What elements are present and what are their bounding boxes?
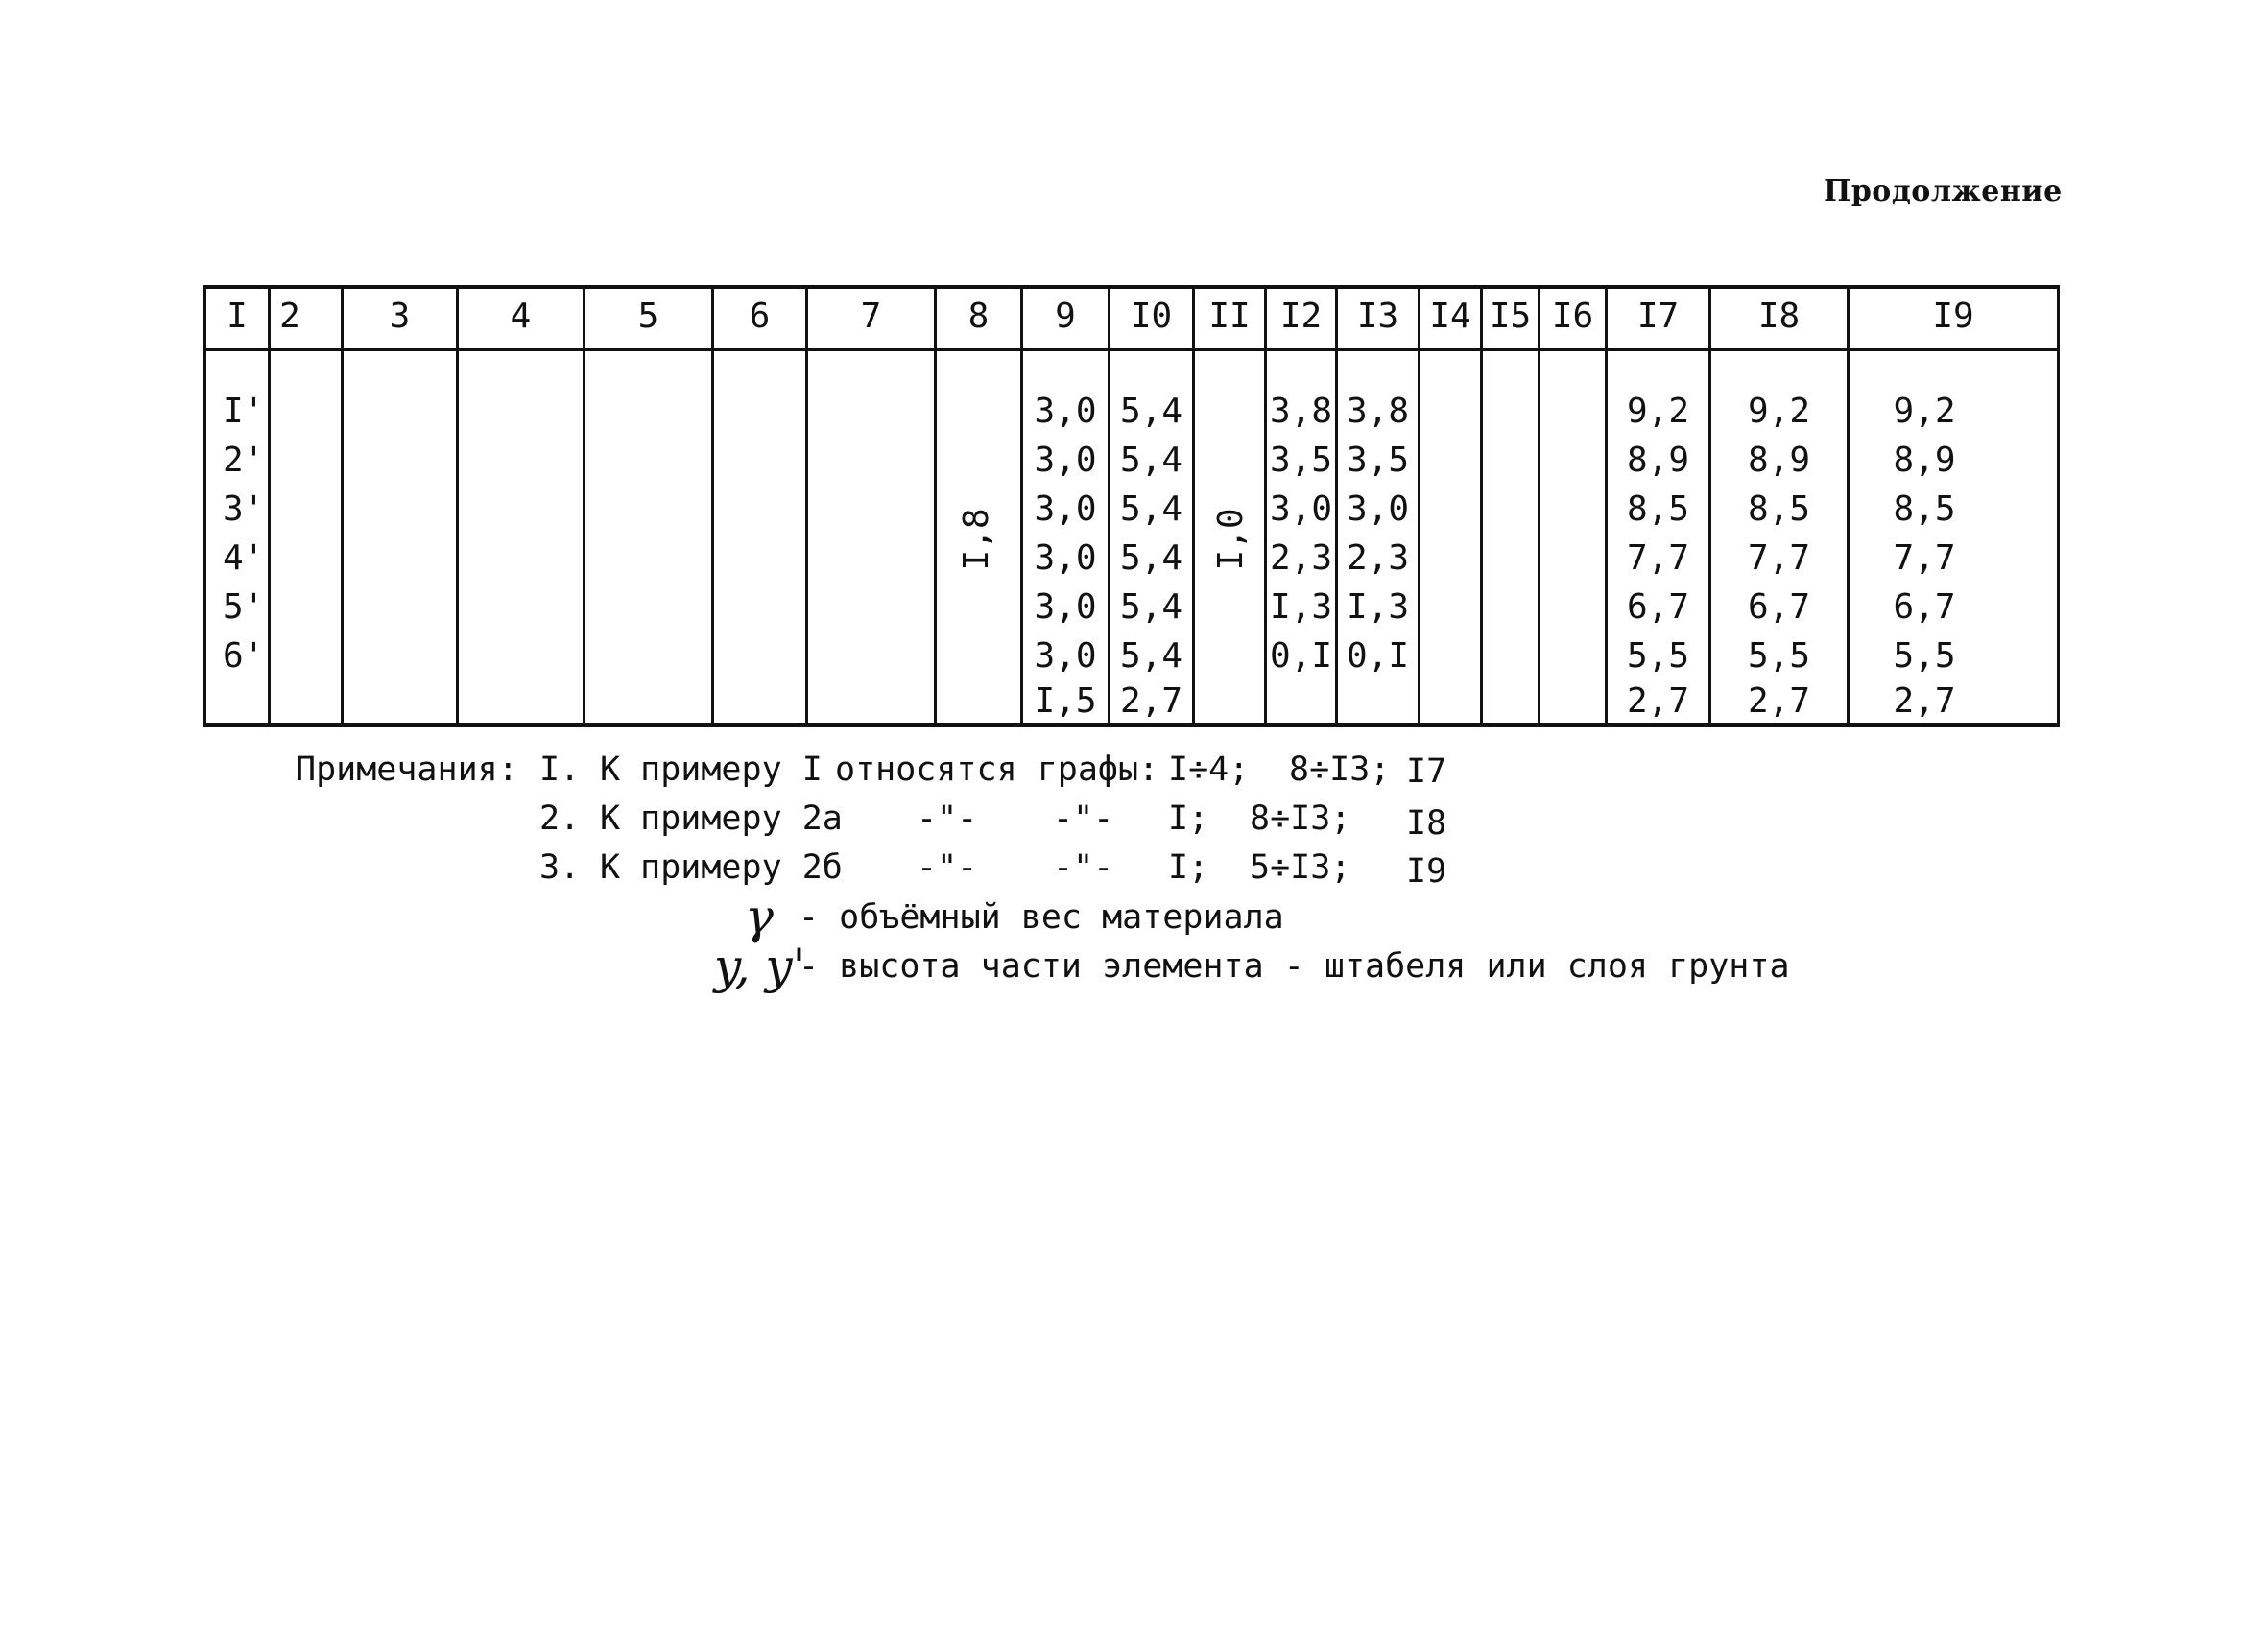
col-divider [456, 285, 459, 727]
gamma-symbol: γ [745, 889, 774, 944]
note-range: 8÷I3; [1289, 751, 1391, 789]
notes-title: Примечания: [296, 751, 518, 789]
row-label: I' [223, 392, 265, 431]
note-column: I7 [1406, 752, 1447, 791]
column-header: 3 [389, 297, 411, 336]
column-header: I0 [1130, 297, 1173, 336]
column-header: 4 [510, 297, 532, 336]
note-range: 5÷I3; [1250, 848, 1351, 887]
y-definition: - высота части элемента - штабеля или слоя грунта [799, 947, 1790, 986]
table-cell: I,3 [1346, 587, 1410, 627]
table-cell: 8,9 [1626, 441, 1690, 480]
col8-value: I,8 [957, 508, 996, 571]
table-cell: I,3 [1269, 587, 1333, 627]
table-cell: 2,7 [1747, 681, 1811, 721]
table-cell: 8,5 [1747, 489, 1811, 529]
table-cell: 5,4 [1119, 489, 1183, 529]
table-cell: 3,0 [1269, 489, 1333, 529]
data-table [203, 285, 2060, 727]
table-cell: 9,2 [1893, 392, 1956, 431]
col-divider [1192, 285, 1195, 727]
table-cell: 5,4 [1119, 636, 1183, 676]
row-label: 5' [223, 587, 265, 627]
table-cell: 0,I [1346, 636, 1410, 676]
note-relation: -"- [917, 799, 978, 838]
row-label: 3' [223, 489, 265, 529]
note-columns: I÷4; [1168, 751, 1250, 789]
column-header: II [1208, 297, 1251, 336]
column-header: I3 [1356, 297, 1399, 336]
col-divider [583, 285, 585, 727]
table-cell: 3,0 [1034, 538, 1097, 578]
table-cell: 7,7 [1626, 538, 1690, 578]
column-header: I4 [1429, 297, 1471, 336]
row-label: 6' [223, 636, 265, 676]
row-label: 2' [223, 441, 265, 480]
table-cell: 2,3 [1269, 538, 1333, 578]
note-text: К примеру I [600, 751, 823, 789]
column-header: I [227, 297, 248, 336]
note-relation: -"- [1053, 799, 1114, 838]
table-cell: 3,8 [1269, 392, 1333, 431]
col-divider [1538, 285, 1540, 727]
note-column: I9 [1406, 852, 1447, 891]
table-cell: 2,7 [1626, 681, 1690, 721]
col-divider [711, 285, 714, 727]
table-cell: 3,5 [1346, 441, 1410, 480]
col-divider [1418, 285, 1420, 727]
column-header: 2 [279, 297, 300, 336]
note-number: 2. [539, 799, 581, 838]
table-cell: 0,I [1269, 636, 1333, 676]
row-label: 4' [223, 538, 265, 578]
table-cell: 3,0 [1034, 392, 1097, 431]
column-header: I8 [1757, 297, 1801, 336]
note-relation: -"- [1053, 848, 1114, 887]
note-columns: I; [1168, 848, 1209, 887]
table-cell: 2,7 [1893, 681, 1956, 721]
column-header: I2 [1279, 297, 1323, 336]
table-right-border [2057, 285, 2060, 727]
table-cell: 2,7 [1119, 681, 1183, 721]
table-cell: 3,0 [1034, 441, 1097, 480]
table-cell: 5,5 [1747, 636, 1811, 676]
column-header: I5 [1489, 297, 1532, 336]
table-cell: 5,4 [1119, 587, 1183, 627]
note-column: I8 [1406, 804, 1447, 843]
col-divider [805, 285, 808, 727]
table-cell: 3,0 [1346, 489, 1410, 529]
col11-value: I,0 [1211, 508, 1251, 571]
table-cell: 2,3 [1346, 538, 1410, 578]
table-cell: 9,2 [1626, 392, 1690, 431]
table-cell: 9,2 [1747, 392, 1811, 431]
column-header: 6 [749, 297, 771, 336]
column-header: 9 [1055, 297, 1076, 336]
column-header: 5 [637, 297, 659, 336]
table-cell: 6,7 [1747, 587, 1811, 627]
continuation-label: Продолжение [1824, 175, 2063, 208]
table-cell: 5,4 [1119, 441, 1183, 480]
column-header: 8 [967, 297, 990, 336]
table-cell: 5,5 [1626, 636, 1690, 676]
table-cell: 8,9 [1893, 441, 1956, 480]
column-header: 7 [860, 297, 882, 336]
table-cell: 3,5 [1269, 441, 1333, 480]
note-relation: -"- [917, 848, 978, 887]
column-header: I9 [1932, 297, 1974, 336]
table-header-rule [203, 348, 2060, 351]
table-cell: 8,9 [1747, 441, 1811, 480]
y-symbol: y, y' [714, 939, 806, 994]
table-cell: 7,7 [1747, 538, 1811, 578]
table-cell: 7,7 [1893, 538, 1956, 578]
note-text: К примеру 2а [600, 799, 843, 838]
table-cell: 3,8 [1346, 392, 1410, 431]
col-divider [268, 285, 271, 727]
table-left-border [203, 285, 206, 727]
table-cell: 5,4 [1119, 392, 1183, 431]
table-cell: I,5 [1034, 681, 1097, 721]
gamma-definition: - объёмный вес материала [799, 898, 1284, 937]
table-cell: 6,7 [1893, 587, 1956, 627]
table-cell: 8,5 [1626, 489, 1690, 529]
table-bottom-border [203, 723, 2060, 727]
note-range: 8÷I3; [1250, 799, 1351, 838]
column-header: I7 [1636, 297, 1680, 336]
note-columns: I; [1168, 799, 1209, 838]
table-cell: 3,0 [1034, 636, 1097, 676]
note-relation: относятся графы: [835, 751, 1159, 789]
table-cell: 3,0 [1034, 489, 1097, 529]
note-number: 3. [539, 848, 581, 887]
col-divider [934, 285, 937, 727]
note-text: К примеру 2б [600, 848, 843, 887]
table-cell: 5,4 [1119, 538, 1183, 578]
table-cell: 8,5 [1893, 489, 1956, 529]
table-cell: 5,5 [1893, 636, 1956, 676]
col-divider [1480, 285, 1483, 727]
table-cell: 6,7 [1626, 587, 1690, 627]
note-number: I. [539, 751, 581, 789]
column-header: I6 [1551, 297, 1594, 336]
table-cell: 3,0 [1034, 587, 1097, 627]
col-divider [341, 285, 344, 727]
